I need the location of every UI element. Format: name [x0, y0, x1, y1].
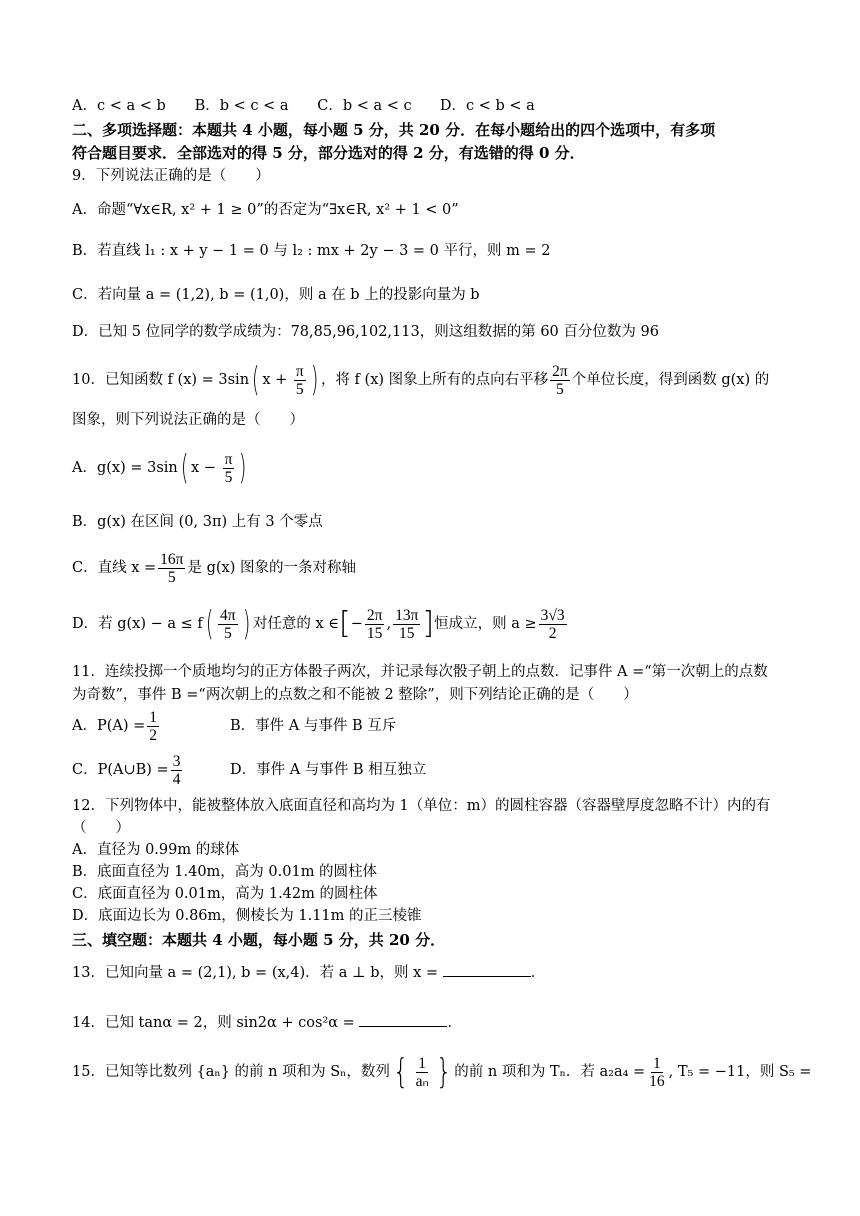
section2-heading-line2: 符合题目要求．全部选对的得 5 分，部分选对的得 2 分，有选错的得 0 分． — [72, 144, 585, 162]
section3-heading: 三、填空题：本题共 4 小题，每小题 5 分，共 20 分． — [72, 931, 446, 949]
q12-stem-line1: 12．下列物体中，能被整体放入底面直径和高均为 1（单位：m）的圆柱容器（容器壁厚度忽略不计）内的有 — [72, 798, 771, 814]
q12-option-b: B．底面直径为 1.40m，高为 0.01m 的圆柱体 — [72, 864, 378, 880]
q8-option-a: A．c < a < b — [72, 98, 166, 114]
q10-stem-mid: ，将 f (x) 图象上所有的点向右平移 — [320, 372, 549, 388]
q12-option-d: D．底面边长为 0.86m，侧棱长为 1.11m 的正三棱锥 — [72, 908, 422, 924]
q11-option-d: D．事件 A 与事件 B 相互独立 — [230, 762, 427, 778]
q14-answer-blank — [359, 1012, 447, 1027]
q8-option-d: D．c < b < a — [439, 98, 535, 114]
q11-stem-line2: 为奇数”，事件 B =“两次朝上的点数之和不能被 2 整除”，则下列结论正确的是（ ） — [72, 687, 638, 703]
q9-option-d: D．已知 5 位同学的数学成绩为：78,85,96,102,113，则这组数据的第 60 百分位数为 96 — [72, 324, 659, 340]
q9-stem: 9．下列说法正确的是（ ） — [72, 168, 270, 184]
q11-option-a: A．P(A) = $\frac{1}{2}$ — [72, 708, 158, 744]
q11-options-ab — [72, 708, 802, 744]
q10-option-c: C．直线 x = $\frac{16\pi}{5}$ 是 g(x) 图象的一条对称轴 — [72, 550, 356, 586]
q11-options-cd — [72, 752, 802, 788]
q10-stem-post: 个单位长度，得到函数 g(x) 的 — [571, 372, 770, 388]
q13-text: 13．已知向量 a = (2,1), b = (x,4)．若 a ⊥ b，则 x = — [72, 965, 439, 981]
q13-answer-blank — [443, 962, 531, 977]
q10-option-d: D．若 g(x) − a ≤ f( $\frac{4\pi}{5}$ ) 对任意的 x ∈[− $\frac{2\pi}{15}$ , $\frac{13\pi}{15}$ ]恒成立，则 a ≥ $\frac{3√3}{2}$ — [72, 604, 565, 644]
q11-option-c: C．P(A∪B) = $\frac{3}{4}$ — [72, 752, 181, 788]
q9-option-a: A．命题“∀x∈R, x² + 1 ≥ 0”的否定为“∃x∈R, x² + 1 < 0” — [72, 202, 459, 218]
q10-option-a: A．g(x) = 3sin( x − $\frac{\pi}{5}$ ) — [72, 448, 247, 488]
section2-heading-line1: 二、多项选择题：本题共 4 小题，每小题 5 分，共 20 分．在每小题给出的四个选项中，有多项 — [72, 121, 716, 139]
q12-stem-line2: （ ） — [72, 820, 130, 836]
q11-stem-line1: 11．连续投掷一个质地均匀的正方体骰子两次，并记录每次骰子朝上的点数．记事件 A =“第一次朝上的点数 — [72, 664, 768, 680]
q11-option-b: B．事件 A 与事件 B 互斥 — [230, 718, 397, 734]
q8-option-b: B．b < c < a — [194, 98, 289, 114]
q10-option-b: B．g(x) 在区间 (0, 3π) 上有 3 个零点 — [72, 514, 323, 530]
q10-frac1: $\frac{\pi}{5}$ — [295, 362, 304, 398]
q10-stem-line2: 图象，则下列说法正确的是（ ） — [72, 412, 304, 428]
q12-option-a: A．直径为 0.99m 的球体 — [72, 842, 240, 858]
q15: 15．已知等比数列 {aₙ} 的前 n 项和为 Sₙ，数列{ $\frac{1}{\text{aₙ}}$ } 的前 n 项和为 Tₙ．若 a₂a₄ = $\frac{1}{16}$ , T₅ = −11，则 S₅ = — [72, 1052, 812, 1092]
q9-option-c: C．若向量 a = (1,2), b = (1,0)，则 a 在 b 上的投影向量为 b — [72, 287, 480, 303]
q12-option-c: C．底面直径为 0.01m，高为 1.42m 的圆柱体 — [72, 886, 378, 902]
q13: 13．已知向量 a = (2,1), b = (x,4)．若 a ⊥ b，则 x = ． — [72, 962, 802, 983]
q14-text: 14．已知 tanα = 2，则 sin2α + cos²α = — [72, 1015, 355, 1031]
q14: 14．已知 tanα = 2，则 sin2α + cos²α = ． — [72, 1012, 802, 1033]
q9-option-b: B．若直线 l₁ : x + y − 1 = 0 与 l₂ : mx + 2y − 3 = 0 平行，则 m = 2 — [72, 243, 551, 259]
q8-options — [72, 96, 802, 116]
q10-stem-arg: x + — [262, 372, 292, 388]
q10-stem-pre: 10．已知函数 f (x) = 3sin — [72, 372, 250, 388]
q8-option-c: C．b < a < c — [317, 98, 412, 114]
q10-frac2: $\frac{2\pi}{5}$ — [552, 362, 568, 398]
q10-stem: 10．已知函数 f (x) = 3sin( x + $\frac{\pi}{5}$ ) ，将 f (x) 图象上所有的点向右平移 $\frac{2\pi}{5}$ 个单位长度，得到函数 g(x) 的 — [72, 360, 770, 400]
